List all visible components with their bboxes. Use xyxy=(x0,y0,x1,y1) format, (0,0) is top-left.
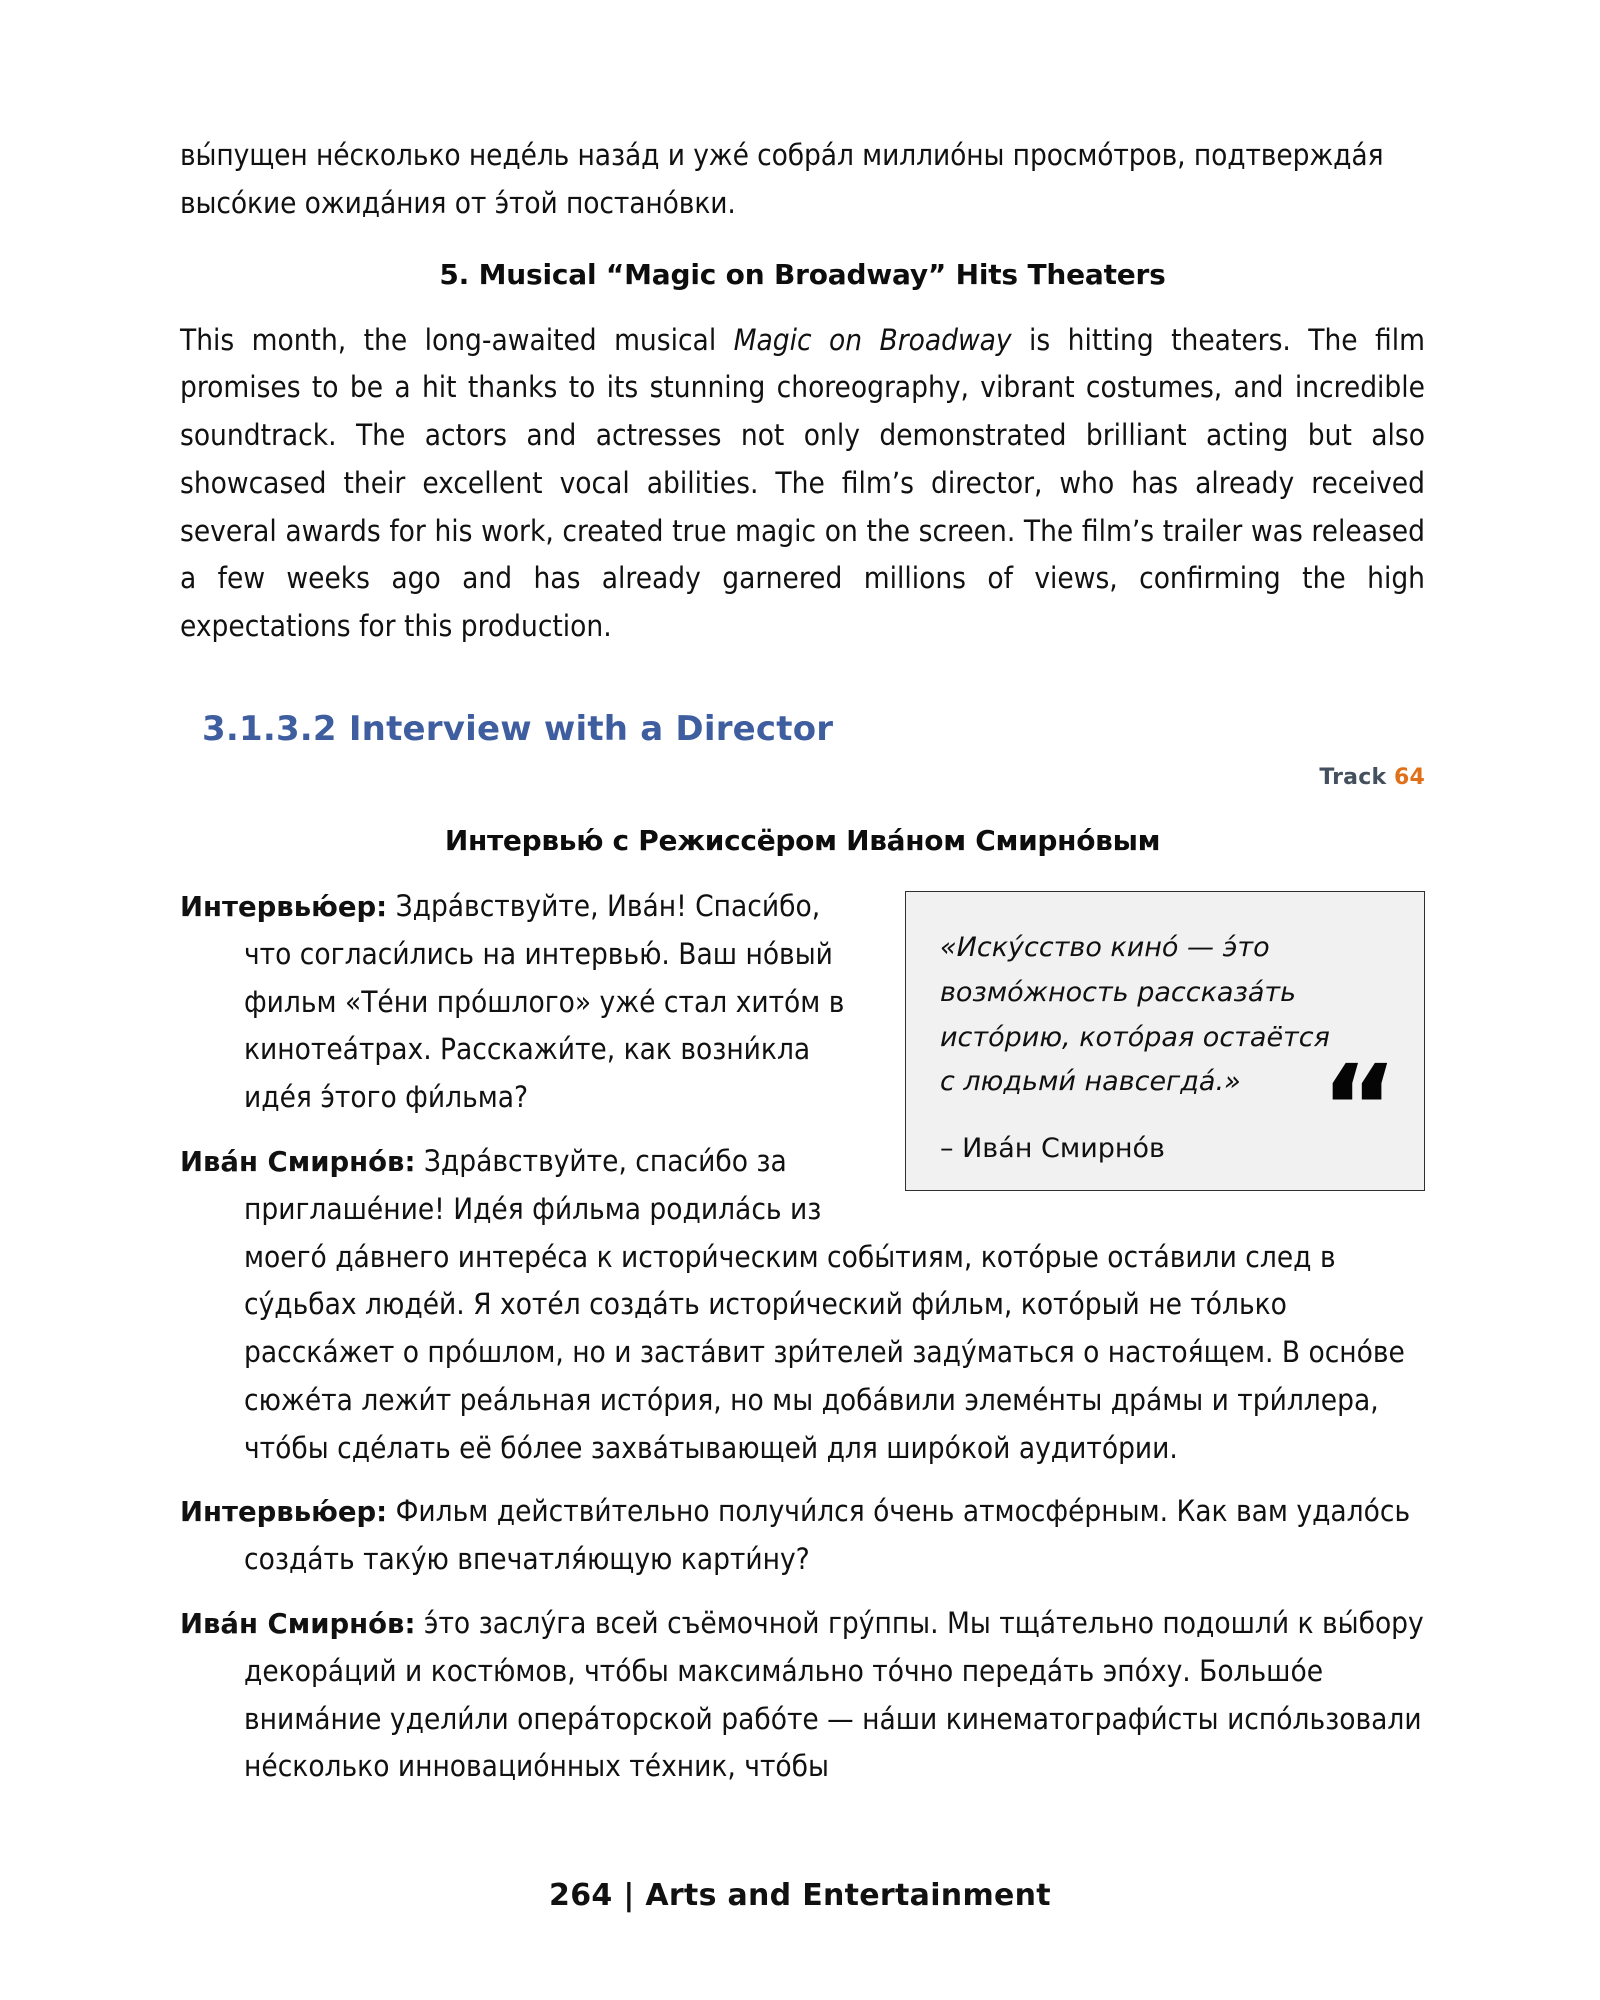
dialogue-turn xyxy=(180,1488,1425,1584)
dialogue-line: Здра́вствуйте, Ива́н! Спаси́бо, что согласи́лись на интервью́. Ваш но́вый фильм «Те́ни про́шлого» уже́ стал хито́м в кинотеа́трах. Расскажи́те, как возни́кла иде́я э́того фи́льма? xyxy=(244,889,845,1115)
dialogue-turn xyxy=(180,1600,1425,1791)
page-content xyxy=(180,132,1425,1807)
track-label: Track xyxy=(1319,765,1387,791)
dialogue-line: Фильм действи́тельно получи́лся о́чень атмосфе́рным. Как вам удало́сь созда́ть таку́ю впечатля́ющую карти́ну? xyxy=(244,1494,1411,1577)
pull-quote-card xyxy=(905,891,1425,1191)
quote-mark-icon: “ xyxy=(1320,1039,1398,1178)
dialogue-line: Здра́вствуйте, спаси́бо за приглаше́ние! Иде́я фи́льма родила́сь из моего́ да́внего интере́са к истори́ческим собы́тиям, кото́рые оста́вили след в су́дьбах люде́й. Я хоте́л созда́ть истори́ческий фи́льм, кото́рый не то́лько расска́жет о про́шлом, но и заста́вит зри́телей заду́маться о настоя́щем. В осно́ве сюже́та лежи́т реа́льная исто́рия, но мы доба́вили элеме́нты дра́мы и три́ллера, что́бы сде́лать её бо́лее захва́тывающей для широ́кой аудито́рии. xyxy=(244,1143,1405,1465)
section-heading: 3.1.3.2 Interview with a Director xyxy=(202,709,834,750)
news-item-body xyxy=(180,317,1425,651)
pull-quote-text: «Иску́сство кино́ — э́то возмо́жность рассказа́ть исто́рию, кото́рая остаётся с людьми́ навсегда́.» xyxy=(940,932,1330,1098)
dialogue-speaker: Интервью́ер: xyxy=(180,1496,388,1529)
continued-paragraph: вы́пущен не́сколько неде́ль наза́д и уже́ собра́л миллио́ны просмо́тров, подтвержда́я высо́кие ожида́ния от э́той постано́вки. xyxy=(180,138,1384,220)
track-indicator xyxy=(180,765,1425,790)
dialogue-title: Интервью́ с Режиссёром Ива́ном Смирно́вым xyxy=(444,824,1161,858)
track-number: 64 xyxy=(1393,765,1425,791)
news-item-headline: 5. Musical “Magic on Broadway” Hits Theaters xyxy=(439,257,1166,291)
dialogue-speaker: Интервью́ер: xyxy=(180,891,388,924)
dialogue-body xyxy=(180,883,1425,1807)
news-body-after-title: is hitting theaters. The film promises to be a hit thanks to its stunning choreography, vibrant costumes, and incredible soundtrack. The actors and actresses not only demonstrated brilliant acting but also showcased their excellent vocal abilities. The film’s director, who has already received several awards for his work, created true magic on the screen. The film’s trailer was released a few weeks ago and has already garnered millions of views, confirming the high expectations for this production. xyxy=(180,322,1425,644)
news-body-before-title: This month, the long-awaited musical xyxy=(180,322,734,357)
dialogue-speaker: Ива́н Смирно́в: xyxy=(180,1607,416,1640)
dialogue-line: э́то заслу́га всей съёмочной гру́ппы. Мы тща́тельно подошли́ к вы́бору декора́ций и костю́мов, что́бы максима́льно то́чно переда́ть эпо́ху. Большо́е внима́ние удели́ли опера́торской рабо́те — на́ши кинематографи́сты испо́льзовали не́сколько инновацио́нных те́хник, что́бы xyxy=(244,1605,1424,1784)
page-footer: 264 | Arts and Entertainment xyxy=(549,1878,1051,1913)
pull-quote-attribution: – Ива́н Смирно́в xyxy=(940,1133,1165,1165)
dialogue-speaker: Ива́н Смирно́в: xyxy=(180,1145,416,1178)
news-body-film-title: Magic on Broadway xyxy=(733,322,1012,357)
